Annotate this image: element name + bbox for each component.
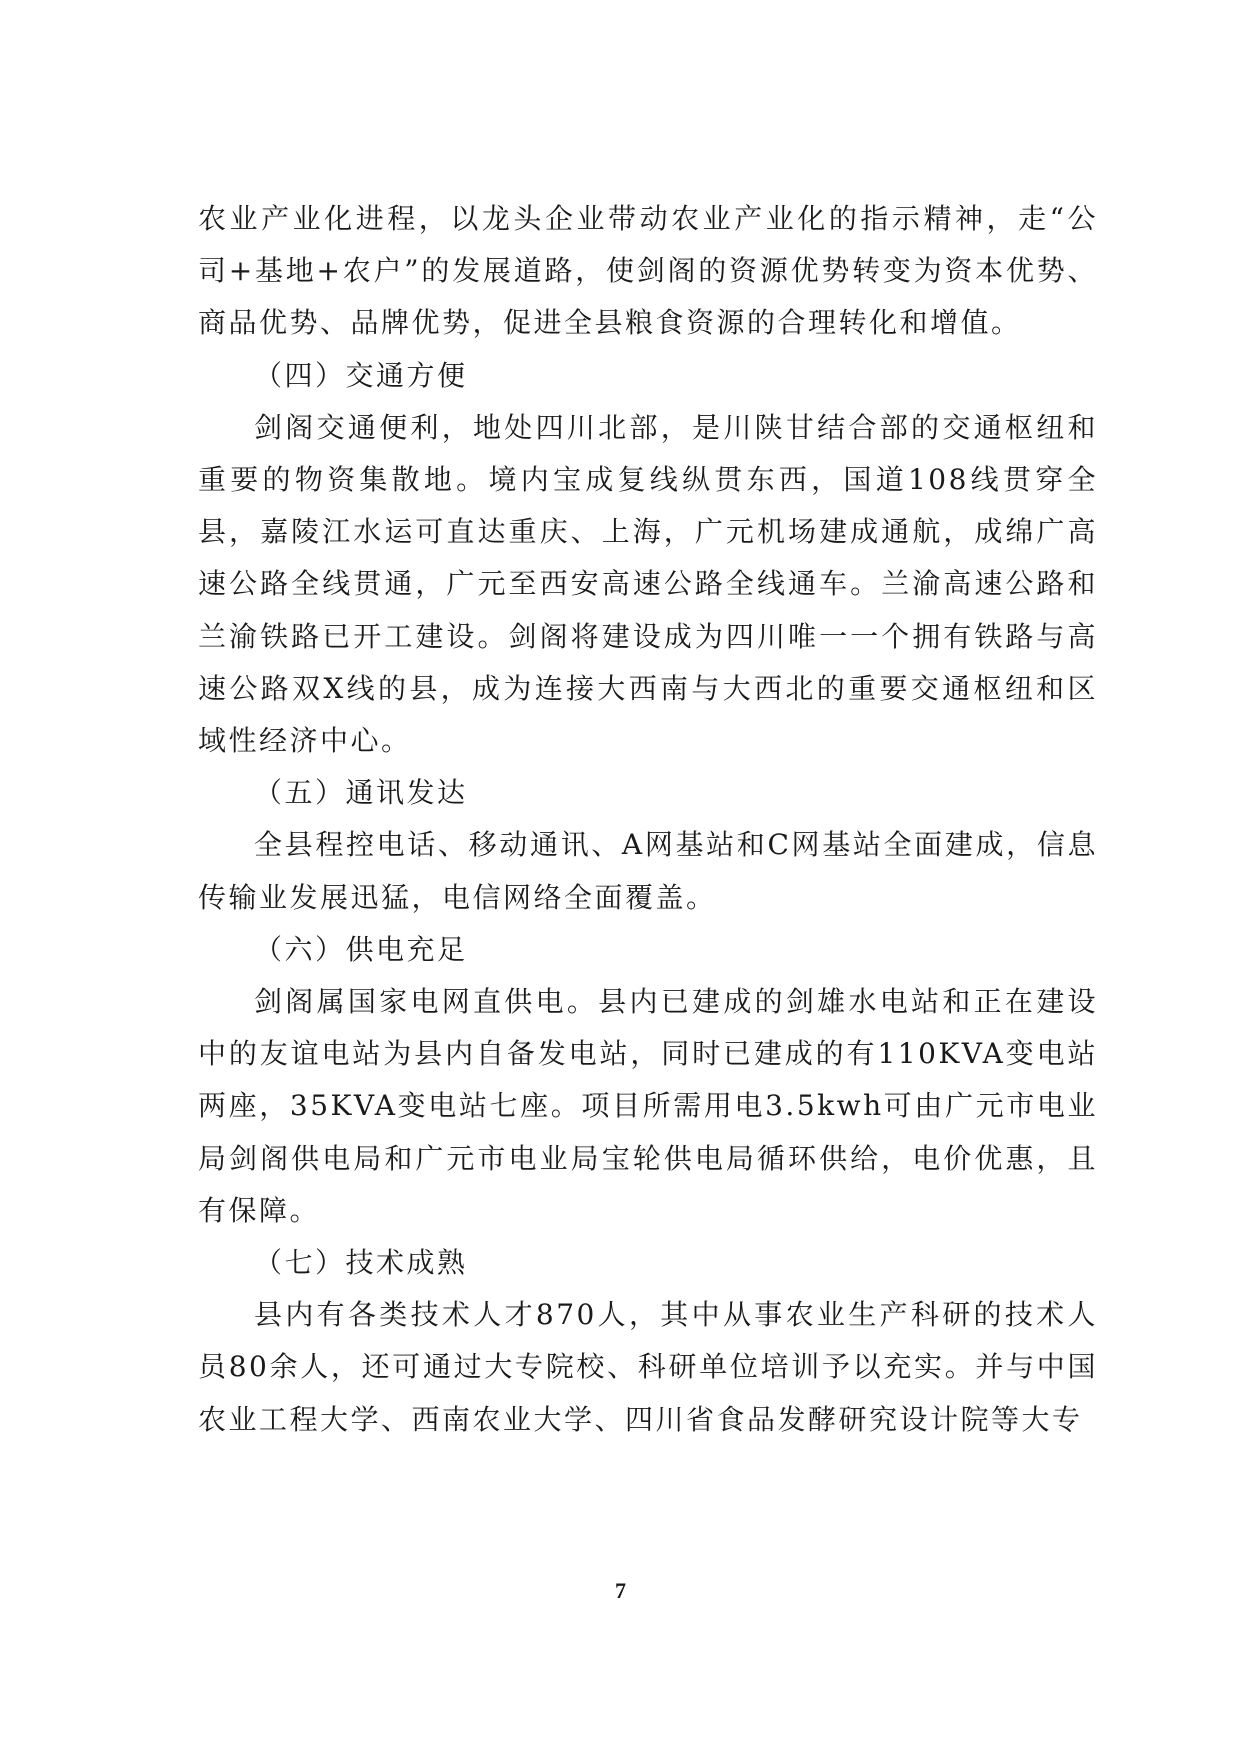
paragraph-transport: 剑阁交通便利，地处四川北部，是川陕甘结合部的交通枢纽和重要的物资集散地。境内宝成复线纵贯东西，国道108线贯穿全县，嘉陵江水运可直达重庆、上海，广元机场建成通航，成绵广高速公路全线贯通，广元至西安高速公路全线通车。兰渝高速公路和兰渝铁路已开工建设。剑阁将建设成为四川唯一一个拥有铁路与高速公路双X线的县，成为连接大西南与大西北的重要交通枢纽和区域性经济中心。 xyxy=(198,410,1098,758)
paragraph-technology: 县内有各类技术人才870人，其中从事农业生产科研的技术人员80余人，还可通过大专院校、科研单位培训予以充实。并与中国农业工程大学、西南农业大学、四川省食品发酵研究设计院等大专 xyxy=(198,1298,1098,1436)
section-heading-communications: （五）通讯发达 xyxy=(254,776,468,810)
paragraph-power: 剑阁属国家电网直供电。县内已建成的剑雄水电站和正在建设中的友谊电站为县内自备发电站，同时已建成的有110KVA变电站两座，35KVA变电站七座。项目所需用电3.5kwh可由广元市电业局剑阁供电局和广元市电业局宝轮供电局循环供给，电价优惠，且有保障。 xyxy=(198,985,1098,1227)
page-number: 7 xyxy=(615,1578,626,1603)
paragraph-communications: 全县程控电话、移动通讯、A网基站和C网基站全面建成，信息传输业发展迅猛，电信网络全面覆盖。 xyxy=(198,828,1098,914)
paragraph-intro-continuation: 农业产业化进程，以龙头企业带动农业产业化的指示精神，走“公司+基地+农户”的发展道路，使剑阁的资源优势转变为资本优势、商品优势、品牌优势，促进全县粮食资源的合理转化和增值。 xyxy=(198,202,1098,340)
document-body xyxy=(198,193,1098,1446)
section-heading-power: （六）供电充足 xyxy=(254,932,468,966)
section-heading-technology: （七）技术成熟 xyxy=(254,1246,468,1280)
section-heading-transport: （四）交通方便 xyxy=(254,358,468,392)
